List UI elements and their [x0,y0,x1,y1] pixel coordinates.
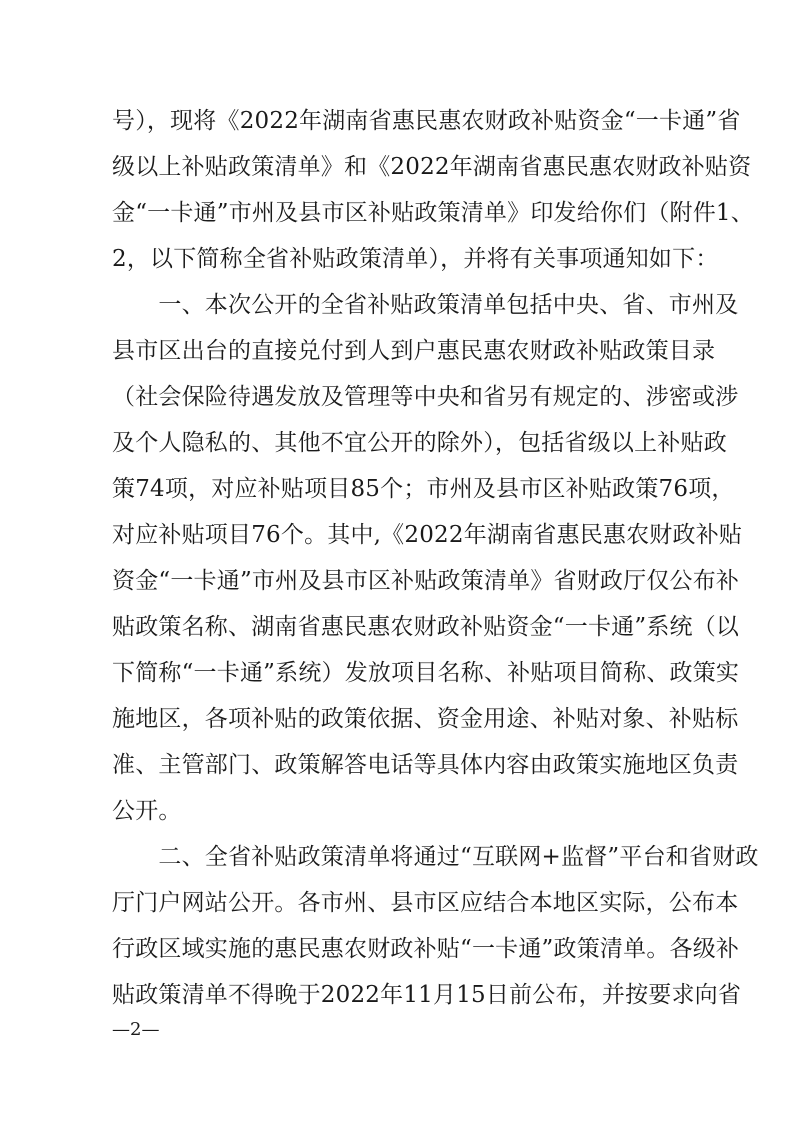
paragraph-2-line-9: 下简称“一卡通”系统）发放项目名称、补贴项目简称、政策实 [112,660,740,686]
paragraph-2-line-11: 准、主管部门、政策解答电话等具体内容由政策实施地区负责 [112,752,739,778]
paragraph-2-line-7: 资金“一卡通”市州及县市区补贴政策清单》省财政厅仅公布补 [112,568,740,594]
paragraph-2-line-1: 一、本次公开的全省补贴政策清单包括中央、省、市州及 [112,292,739,318]
paragraph-2-line-12: 公开。 [112,798,182,824]
paragraph-2-line-8: 贴政策名称、湖南省惠民惠农财政补贴资金“一卡通”系统（以 [112,614,740,640]
paragraph-3-line-1: 二、全省补贴政策清单将通过“互联网+监督”平台和省财政 [112,844,759,870]
paragraph-1-line-2: 级以上补贴政策清单》和《2022年湖南省惠民惠农财政补贴资 [112,154,752,180]
paragraph-1-line-3: 金“一卡通”市州及县市区补贴政策清单》印发给你们（附件1、 [112,200,754,226]
paragraph-2-line-3: （社会保险待遇发放及管理等中央和省另有规定的、涉密或涉 [112,384,739,410]
paragraph-1-line-1: 号），现将《2022年湖南省惠民惠农财政补贴资金“一卡通”省 [112,108,741,134]
page-number: —2— [112,1019,160,1040]
paragraph-2-line-4: 及个人隐私的、其他不宜公开的除外），包括省级以上补贴政 [112,430,727,456]
paragraph-2-line-10: 施地区，各项补贴的政策依据、资金用途、补贴对象、补贴标 [112,706,739,732]
paragraph-3-line-3: 行政区域实施的惠民惠农财政补贴“一卡通”政策清单。各级补 [112,936,740,962]
paragraph-2-line-5: 策74项，对应补贴项目85个；市州及县市区补贴政策76项， [112,476,735,502]
paragraph-3-line-4: 贴政策清单不得晚于2022年11月15日前公布，并按要求向省 [112,982,742,1008]
paragraph-2-line-6: 对应补贴项目76个。其中,《2022年湖南省惠民惠农财政补贴 [112,522,743,548]
paragraph-3-line-2: 厅门户网站公开。各市州、县市区应结合本地区实际，公布本 [112,890,739,916]
paragraph-1-line-4: 2，以下简称全省补贴政策清单），并将有关事项通知如下： [112,246,719,272]
paragraph-2-line-2: 县市区出台的直接兑付到人到户惠民惠农财政补贴政策目录 [112,338,716,364]
